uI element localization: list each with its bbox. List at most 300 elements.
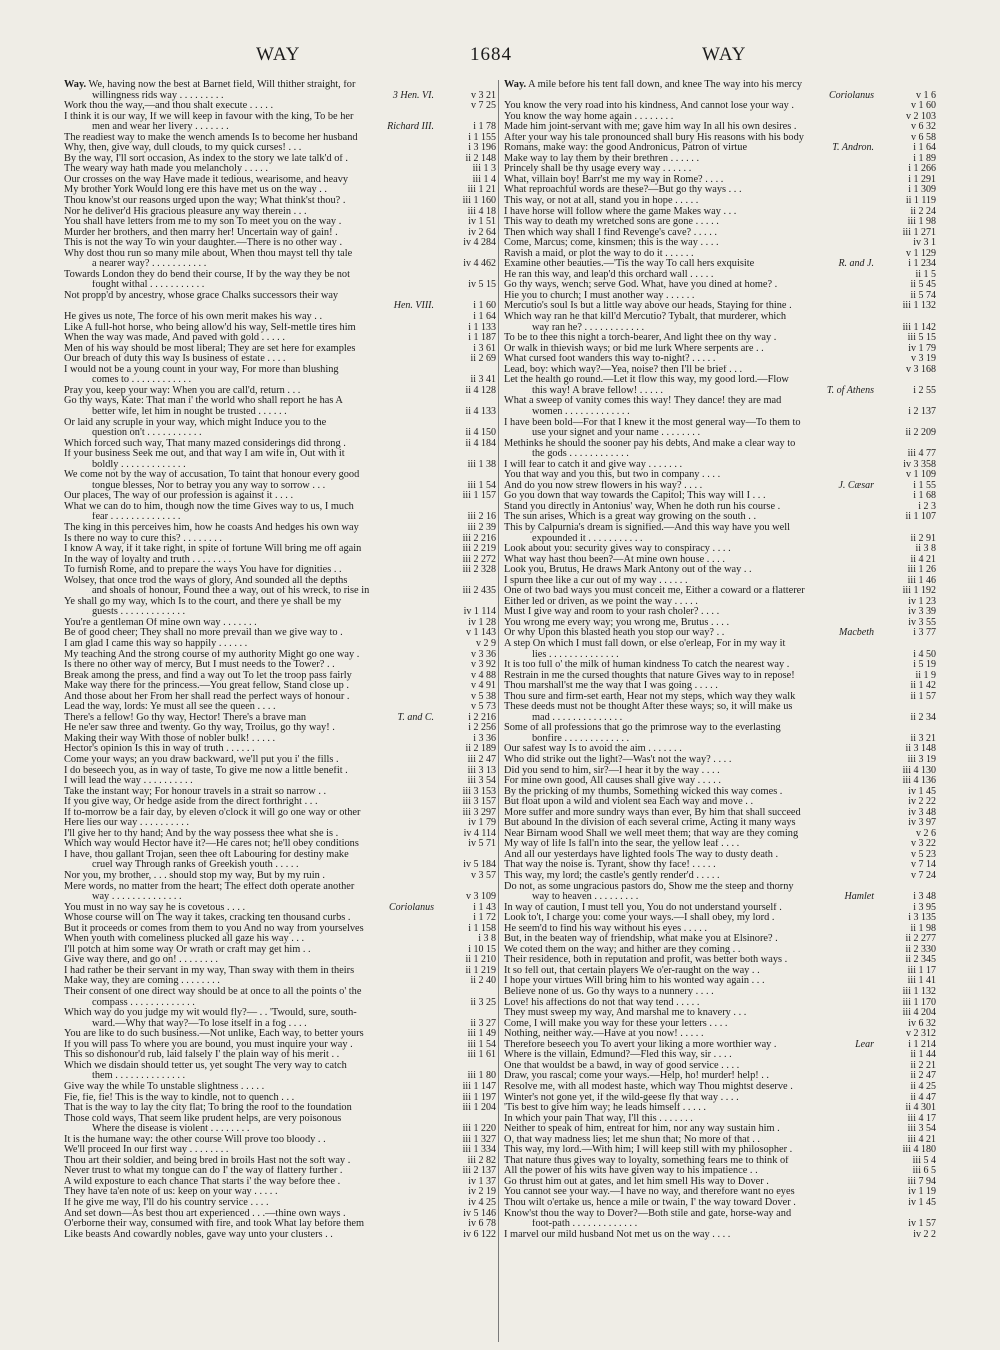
concordance-line <box>504 597 936 608</box>
act-scene-line-ref: ii 1 119 <box>905 195 936 207</box>
concordance-line <box>504 1187 936 1198</box>
quotation-text: Nor you, my brother, . . . should stop my way, But by my ruin . <box>64 871 325 882</box>
act-scene-line-ref: iv 1 57 <box>908 1218 936 1230</box>
act-scene-line-ref: iii 1 192 <box>902 585 936 597</box>
act-scene-line-ref: iv 1 79 <box>908 342 936 354</box>
quotation-text: Look to't, I charge you: come your ways.—I shall obey, my lord . <box>504 913 775 924</box>
act-scene-line-ref: ii 2 277 <box>905 933 936 945</box>
act-scene-line-ref: iii 1 132 <box>902 300 936 312</box>
quotation-text: If you give way, Or hedge aside from the direct forthright . . . <box>64 797 318 808</box>
concordance-line <box>64 523 496 534</box>
act-scene-line-ref: v 3 36 <box>471 648 496 660</box>
act-scene-line-ref: iii 1 204 <box>462 1102 496 1114</box>
concordance-line <box>504 903 936 914</box>
concordance-line <box>504 966 936 977</box>
concordance-line <box>504 1135 936 1146</box>
act-scene-line-ref: v 3 168 <box>906 363 936 375</box>
act-scene-line-ref: v 2 103 <box>906 110 936 122</box>
act-scene-line-ref: iii 1 132 <box>902 986 936 998</box>
quotation-text: Way. We, having now the best at Barnet field, Will thither straight, for <box>64 80 356 90</box>
quotation-text: Why, then, give way, dull clouds, to my quick curses! . . . <box>64 143 302 154</box>
quotation-text: What way hast thou been?—At mine own house . . . . <box>504 554 725 565</box>
quotation-text: And do you now strew flowers in his way? . . . . <box>504 480 703 491</box>
quotation-text: I will lead the way . . . . . . . . . . <box>64 776 193 787</box>
concordance-line <box>64 1219 496 1230</box>
quotation-text: It is too full o' the milk of human kindness To catch the nearest way . <box>504 660 790 671</box>
concordance-line <box>64 576 496 587</box>
quotation-text: Here lies our way . . . . . . . . . . <box>64 818 189 829</box>
act-scene-line-ref: i 1 64 <box>473 311 496 323</box>
act-scene-line-ref: iv 5 146 <box>463 1207 496 1219</box>
concordance-line <box>64 470 496 481</box>
concordance-line <box>64 966 496 977</box>
quotation-text: comes to . . . . . . . . . . . . <box>92 375 192 386</box>
act-scene-line-ref <box>878 80 936 91</box>
quotation-text: Come, Marcus; come, kinsmen; this is the way . . . . <box>504 238 719 249</box>
concordance-line <box>504 344 936 355</box>
quotation-text: this way! A brave fellow! . . . . . <box>532 385 663 396</box>
quotation-text: Must I give way and room to your rash choler? . . . . <box>504 607 720 618</box>
concordance-line <box>64 323 496 334</box>
act-scene-line-ref: v 3 92 <box>471 659 496 671</box>
act-scene-line-ref: iii 4 180 <box>902 1144 936 1156</box>
quotation-text: Draw, you rascal; come your ways.—Help, ho! murder! help! . . <box>504 1071 770 1082</box>
play-title: Coriolanus <box>828 89 874 101</box>
concordance-line <box>64 787 496 798</box>
quotation-text: Ye shall go my way, which Is to the court, and there ye shall be my <box>64 596 342 607</box>
act-scene-line-ref: ii 2 209 <box>905 427 936 439</box>
act-scene-line-ref: ii 3 8 <box>915 543 936 555</box>
quotation-text: You wrong me every way; you wrong me, Brutus . . . . <box>504 617 730 628</box>
act-scene-line-ref: iv 1 19 <box>908 1186 936 1198</box>
running-head-right: WAY <box>702 44 747 65</box>
quotation-text: But float upon a wild and violent sea Each way and move . . <box>504 797 754 808</box>
quotation-text: If your business Seek me out, and that way I am wife in, Out with it <box>64 449 345 460</box>
act-scene-line-ref: iii 2 47 <box>467 754 496 765</box>
quotation-text: cruel way Through ranks of Greekish youth . . . . . <box>92 860 299 871</box>
concordance-line <box>504 512 936 523</box>
quotation-text: This way, or not at all, stand you in hope . . . . . <box>504 196 699 207</box>
act-scene-line-ref: i 2 216 <box>468 711 496 723</box>
quotation-text <box>64 301 390 312</box>
concordance-line <box>504 1008 936 1019</box>
concordance-line <box>64 228 496 239</box>
concordance-line <box>64 418 496 429</box>
right-column <box>504 80 936 1342</box>
concordance-line <box>64 882 496 893</box>
concordance-line <box>64 713 496 724</box>
act-scene-line-ref: iv 1 79 <box>468 817 496 829</box>
quotation-text: Made him joint-servant with me; gave him way In all his own desires . <box>504 122 797 133</box>
act-scene-line-ref: iii 4 130 <box>902 764 936 776</box>
quotation-text: Go thy ways, Kate: That man i' the world who shall report he has A <box>64 396 343 407</box>
concordance-line <box>504 1230 936 1241</box>
concordance-line <box>64 365 496 376</box>
quotation-text: Thou wilt o'ertake us, hence a mile or twain, I' the way toward Dover . <box>504 1197 796 1208</box>
concordance-line <box>64 808 496 819</box>
act-scene-line-ref: iv 1 51 <box>468 216 496 228</box>
concordance-line <box>64 818 496 829</box>
concordance-line <box>64 597 496 608</box>
concordance-line <box>64 122 496 133</box>
quotation-text: In the way of loyalty and truth . . . . . . . . <box>64 554 232 565</box>
concordance-line <box>504 755 936 766</box>
concordance-line <box>504 586 936 597</box>
concordance-line <box>504 1103 936 1114</box>
quotation-text: Nor he deliver'd His gracious pleasure any way therein . . . <box>64 206 307 217</box>
quotation-text: Where the disease is violent . . . . . . . . <box>92 1124 250 1135</box>
quotation-text: If you will pass To where you are bound, you must inquire your way . <box>64 1039 353 1050</box>
act-scene-line-ref: iii 4 21 <box>907 1133 936 1145</box>
act-scene-line-ref: ii 1 98 <box>910 922 936 934</box>
quotation-text: We'll proceed In our first way . . . . . . . . <box>64 1145 229 1156</box>
concordance-line <box>64 998 496 1009</box>
act-scene-line-ref: iii 2 272 <box>462 553 496 565</box>
quotation-text: Hie you to church; I must another way . . . . . . <box>504 290 695 301</box>
quotation-text: Examine other beauties.—'Tis the way To call hers exquisite <box>504 259 755 270</box>
concordance-line <box>504 1093 936 1104</box>
act-scene-line-ref: iii 1 334 <box>462 1144 496 1156</box>
concordance-line <box>504 976 936 987</box>
act-scene-line-ref: i 5 19 <box>913 659 936 671</box>
quotation-text: I have been bold—For that I knew it the most general way—To them to <box>504 417 801 428</box>
act-scene-line-ref: iii 1 98 <box>907 216 936 228</box>
concordance-line <box>504 628 936 639</box>
act-scene-line-ref: i 2 55 <box>913 384 936 396</box>
quotation-text: Give way there, and go on! . . . . . . . . <box>64 955 218 966</box>
act-scene-line-ref: v 1 143 <box>466 627 496 639</box>
quotation-text: I think it is our way, If we will keep in favour with the king, To be her <box>64 111 354 122</box>
concordance-line <box>504 354 936 365</box>
concordance-line <box>64 238 496 249</box>
running-head-left: WAY <box>256 44 301 65</box>
quotation-text: One of two bad ways you must conceit me, Either a coward or a flatterer <box>504 586 805 597</box>
concordance-line <box>504 576 936 587</box>
act-scene-line-ref: iii 4 204 <box>902 1007 936 1019</box>
quotation-text: You're a gentleman Of mine own way . . . . . . . <box>64 617 257 628</box>
quotation-text: By the way, I'll sort occasion, As index to the story we late talk'd of . <box>64 153 349 164</box>
concordance-line <box>504 323 936 334</box>
quotation-text: Hector's opinion Is this in way of truth . . . . . . <box>64 744 255 755</box>
concordance-line <box>64 207 496 218</box>
act-scene-line-ref: iv 1 37 <box>468 1175 496 1187</box>
quotation-text: O'erborne their way, consumed with fire, and took What lay before them <box>64 1219 365 1230</box>
concordance-line <box>64 491 496 502</box>
act-scene-line-ref: v 4 88 <box>471 669 496 681</box>
concordance-line <box>64 91 496 102</box>
concordance-line <box>64 987 496 998</box>
act-scene-line-ref: iii 3 13 <box>467 764 496 776</box>
act-scene-line-ref: iii 3 297 <box>462 806 496 818</box>
quotation-text: Let the health go round.—Let it flow this way, my good lord.—Flow <box>504 375 789 386</box>
quotation-text: I had rather be their servant in my way, Than sway with them in theirs <box>64 965 355 976</box>
act-scene-line-ref: iii 4 136 <box>902 775 936 787</box>
concordance-line <box>64 681 496 692</box>
concordance-line <box>64 1050 496 1061</box>
play-title: R. and J. <box>838 258 874 270</box>
quotation-text: ward.—Why that way?—To lose itself in a fog . . . . <box>92 1018 307 1029</box>
act-scene-line-ref: ii 4 150 <box>465 427 496 439</box>
quotation-text: You shall have letters from me to my son To meet you on the way . <box>64 217 342 228</box>
quotation-text: He seem'd to find his way without his eyes . . . . . <box>504 923 707 934</box>
act-scene-line-ref: v 7 25 <box>471 100 496 112</box>
concordance-line <box>504 734 936 745</box>
concordance-line <box>64 512 496 523</box>
act-scene-line-ref: v 3 19 <box>911 353 936 365</box>
quotation-text: Making their way With those of nobler bulk! . . . . . <box>64 733 276 744</box>
act-scene-line-ref: ii 3 148 <box>905 743 936 755</box>
quotation-text: them . . . . . . . . . . . . . . <box>92 1071 186 1082</box>
quotation-text: All the power of his wits have given way to his impatience . . <box>504 1166 758 1177</box>
quotation-text: Nothing, neither way.—Have at you now! . . . . . <box>504 1029 704 1040</box>
concordance-line <box>504 175 936 186</box>
act-scene-line-ref: iv 6 32 <box>908 1017 936 1029</box>
concordance-line <box>64 196 496 207</box>
quotation-text: For mine own good, All causes shall give way . . . . . <box>504 776 721 787</box>
quotation-text: You cannot see your way.—I have no way, and therefore want no eyes <box>504 1187 795 1198</box>
concordance-line <box>504 924 936 935</box>
act-scene-line-ref: iv 5 15 <box>468 279 496 291</box>
act-scene-line-ref: iii 2 328 <box>462 564 496 576</box>
quotation-text: Do not, as some ungracious pastors do, Show me the steep and thorny <box>504 881 794 892</box>
quotation-text: Thou know'st our reasons urged upon the way; What think'st thou? . <box>64 196 346 207</box>
concordance-line <box>504 1166 936 1177</box>
quotation-text: You are like to do such business.—Not unlike, Each way, to better yours <box>64 1029 364 1040</box>
quotation-text: way ran he? . . . . . . . . . . . . <box>532 322 645 333</box>
quotation-text: Way. A mile before his tent fall down, and knee The way into his mercy <box>504 80 803 90</box>
act-scene-line-ref: i 2 137 <box>908 405 936 417</box>
concordance-line <box>504 154 936 165</box>
act-scene-line-ref: i 1 55 <box>913 479 936 491</box>
concordance-line <box>504 808 936 819</box>
act-scene-line-ref: ii 4 25 <box>910 1080 936 1092</box>
quotation-text: If he give me way, I'll do his country service . . . . <box>64 1197 269 1208</box>
act-scene-line-ref: iv 4 284 <box>463 237 496 249</box>
quotation-text: This way, my lord; the castle's gently render'd . . . . . <box>504 871 720 882</box>
quotation-text: Like A full-hot horse, who being allow'd his way, Self-mettle tires him <box>64 322 356 333</box>
quotation-text: And set down—As best thou art experienced . . .—thine own ways . <box>64 1208 346 1219</box>
quotation-text: That is the way to lay the city flat; To bring the roof to the foundation <box>64 1103 352 1114</box>
quotation-text: Those cold ways, That seem like prudent helps, are very poisonous <box>64 1113 342 1124</box>
concordance-line <box>64 766 496 777</box>
quotation-text: I know A way, if it take right, in spite of fortune Will bring me off again <box>64 544 362 555</box>
quotation-text: To furnish Rome, and to prepare the ways You have for dignities . . <box>64 565 342 576</box>
page-number: 1684 <box>470 44 512 65</box>
concordance-line <box>64 386 496 397</box>
act-scene-line-ref: iii 1 147 <box>462 1080 496 1092</box>
concordance-line <box>64 481 496 492</box>
act-scene-line-ref: iii 2 435 <box>462 585 496 597</box>
act-scene-line-ref: iii 6 5 <box>912 1165 936 1177</box>
quotation-text: These deeds must not be thought After these ways; so, it will make us <box>504 702 793 713</box>
concordance-line <box>504 544 936 555</box>
quotation-text: I have horse will follow where the game Makes way . . . <box>504 206 737 217</box>
play-title: Lear <box>855 1038 874 1050</box>
act-scene-line-ref: iv 1 28 <box>468 616 496 628</box>
act-scene-line-ref: i 1 78 <box>473 121 496 133</box>
act-scene-line-ref: iv 5 184 <box>463 859 496 871</box>
concordance-line <box>504 1071 936 1082</box>
concordance-line <box>64 628 496 639</box>
quotation-text: We come not by the way of accusation, To taint that honour every good <box>64 470 360 481</box>
act-scene-line-ref: iii 3 54 <box>907 1123 936 1135</box>
play-title: 3 Hen. VI. <box>392 89 434 101</box>
concordance-line <box>504 112 936 123</box>
quotation-text: We coted them on the way; and hither are they coming . . <box>504 944 741 955</box>
quotation-text: Our crosses on the way Have made it tedious, wearisome, and heavy <box>64 174 349 185</box>
act-scene-line-ref: v 4 91 <box>471 680 496 692</box>
quotation-text: He ne'er saw three and twenty. Go thy way, Troilus, go thy way! . <box>64 723 335 734</box>
concordance-line <box>64 185 496 196</box>
quotation-text: way . . . . . . . . . . . . . . <box>92 892 182 903</box>
concordance-line <box>504 502 936 513</box>
act-scene-line-ref: iv 3 358 <box>903 458 936 470</box>
quotation-text: Love! his affections do not that way tend . . . . . <box>504 997 700 1008</box>
concordance-line <box>504 660 936 671</box>
concordance-line <box>64 375 496 386</box>
act-scene-line-ref: iii 2 216 <box>462 532 496 544</box>
act-scene-line-ref: ii 2 34 <box>910 711 936 723</box>
concordance-line <box>64 829 496 840</box>
act-scene-line-ref: iv 2 64 <box>468 226 496 238</box>
left-column <box>64 80 496 1342</box>
quotation-text: Pray you, keep your way: When you are call'd, return . . . <box>64 385 301 396</box>
concordance-line <box>64 544 496 555</box>
quotation-text: Like beasts And cowardly nobles, gave way unto your clusters . . <box>64 1229 333 1240</box>
act-scene-line-ref: iii 1 142 <box>902 321 936 333</box>
play-title: Hamlet <box>844 891 874 903</box>
act-scene-line-ref: i 1 291 <box>908 173 936 185</box>
concordance-line <box>64 692 496 703</box>
act-scene-line-ref: iii 1 80 <box>467 1070 496 1082</box>
concordance-line <box>504 217 936 228</box>
act-scene-line-ref: iv 2 19 <box>468 1186 496 1198</box>
concordance-line <box>504 945 936 956</box>
quotation-text: And all our yesterdays have lighted fools The way to dusty death . <box>504 849 779 860</box>
concordance-line <box>504 681 936 692</box>
concordance-line <box>64 924 496 935</box>
concordance-line <box>64 607 496 618</box>
act-scene-line-ref: iii 1 3 <box>472 163 496 175</box>
act-scene-line-ref: iv 4 462 <box>463 258 496 270</box>
concordance-line <box>64 154 496 165</box>
quotation-text: I will fear to catch it and give way . . . . . . . <box>504 459 683 470</box>
concordance-line <box>504 418 936 429</box>
act-scene-line-ref <box>878 639 936 650</box>
act-scene-line-ref: ii 4 47 <box>910 1091 936 1103</box>
concordance-line <box>64 1156 496 1167</box>
quotation-text: A wild exposture to each chance That starts i' the way before thee . <box>64 1176 341 1187</box>
act-scene-line-ref: ii 2 24 <box>910 205 936 217</box>
act-scene-line-ref: iii 4 17 <box>907 1112 936 1124</box>
concordance-line <box>504 280 936 291</box>
act-scene-line-ref: iii 1 220 <box>462 1123 496 1135</box>
concordance-line <box>504 1156 936 1167</box>
quotation-text: Be of good cheer; They shall no more prevail than we give way to . <box>64 628 343 639</box>
act-scene-line-ref: iii 3 153 <box>462 785 496 797</box>
quotation-text: Is there no other way of mercy, But I must needs to the Tower? . . <box>64 660 335 671</box>
act-scene-line-ref: v 7 14 <box>911 859 936 871</box>
quotation-text: Or laid any scruple in your way, which might Induce you to the <box>64 417 327 428</box>
quotation-text: Look about you: security gives way to conspiracy . . . . <box>504 544 731 555</box>
concordance-line <box>504 196 936 207</box>
quotation-text: Look you, Brutus, He draws Mark Antony out of the way . . <box>504 565 752 576</box>
concordance-line <box>64 1177 496 1188</box>
quotation-text: I marvel our mild husband Not met us on the way . . . . <box>504 1229 731 1240</box>
concordance-line <box>504 818 936 829</box>
concordance-line <box>504 1040 936 1051</box>
play-title: Hen. VIII. <box>393 300 434 312</box>
quotation-text: The sun arises, Which is a great way growing on the south . . <box>504 512 757 523</box>
act-scene-line-ref: v 2 6 <box>916 827 936 839</box>
concordance-line <box>64 586 496 597</box>
act-scene-line-ref: i 1 214 <box>908 1038 936 1050</box>
act-scene-line-ref: i 3 48 <box>913 891 936 903</box>
quotation-text: In which your pain That way, I'll this . . . . . . . <box>504 1113 693 1124</box>
act-scene-line-ref: iv 5 71 <box>468 838 496 850</box>
headword: Way. <box>504 80 527 90</box>
concordance-line <box>504 955 936 966</box>
quotation-text: fought withal . . . . . . . . . . . <box>92 280 205 291</box>
concordance-line <box>504 449 936 460</box>
quotation-text: By the pricking of my thumbs, Something wicked this way comes . <box>504 786 783 797</box>
quotation-text: The weary way hath made you melancholy . . . . . <box>64 164 268 175</box>
concordance-line <box>64 744 496 755</box>
quotation-text: bonfire . . . . . . . . . . . . . <box>532 733 630 744</box>
concordance-line <box>64 164 496 175</box>
concordance-line <box>64 1082 496 1093</box>
concordance-line <box>504 692 936 703</box>
concordance-line <box>64 755 496 766</box>
play-title: T. and C. <box>397 711 434 723</box>
concordance-line <box>504 713 936 724</box>
act-scene-line-ref: i 1 89 <box>913 152 936 164</box>
concordance-line <box>64 354 496 365</box>
act-scene-line-ref: ii 3 21 <box>910 732 936 744</box>
concordance-line <box>64 871 496 882</box>
concordance-line <box>504 744 936 755</box>
concordance-line <box>64 1124 496 1135</box>
quotation-text: Mere words, no matter from the heart; The effect doth operate another <box>64 881 355 892</box>
quotation-text: Come your ways; an you draw backward, we'll put you i' the fills . <box>64 755 339 765</box>
quotation-text: Make way there for the princess.—You great fellow, Stand close up . <box>64 681 349 692</box>
concordance-line <box>504 238 936 249</box>
quotation-text: Go thy ways, wench; serve God. What, have you dined at home? . <box>504 280 778 291</box>
act-scene-line-ref: i 2 3 <box>918 500 936 512</box>
quotation-text: question on't . . . . . . . . . . . <box>92 428 202 439</box>
act-scene-line-ref: iv 3 48 <box>908 806 936 818</box>
concordance-line <box>504 101 936 112</box>
quotation-text: Fie, fie, fie! This is the way to kindle, not to quench . . . <box>64 1092 295 1103</box>
concordance-line <box>64 1187 496 1198</box>
quotation-text: My teaching And the strong course of my authority Might go one way . <box>64 649 360 660</box>
quotation-text: Come, I will make you way for these your letters . . . . <box>504 1018 728 1029</box>
concordance-line <box>64 280 496 291</box>
concordance-line <box>64 1209 496 1220</box>
act-scene-line-ref: i 3 196 <box>468 142 496 154</box>
quotation-text: Take the instant way; For honour travels in a strait so narrow . . <box>64 786 327 797</box>
act-scene-line-ref: iv 2 22 <box>908 796 936 808</box>
quotation-text: Our places, The way of our profession is against it . . . . <box>64 491 294 502</box>
concordance-line <box>504 207 936 218</box>
concordance-line <box>504 829 936 840</box>
act-scene-line-ref: ii 1 107 <box>905 511 936 523</box>
quotation-text: They must sweep my way, And marshal me to knavery . . . <box>504 1008 747 1019</box>
quotation-text: guests . . . . . . . . . . . . . <box>92 607 186 618</box>
concordance-line <box>64 555 496 566</box>
concordance-line <box>64 143 496 154</box>
concordance-line <box>64 249 496 260</box>
